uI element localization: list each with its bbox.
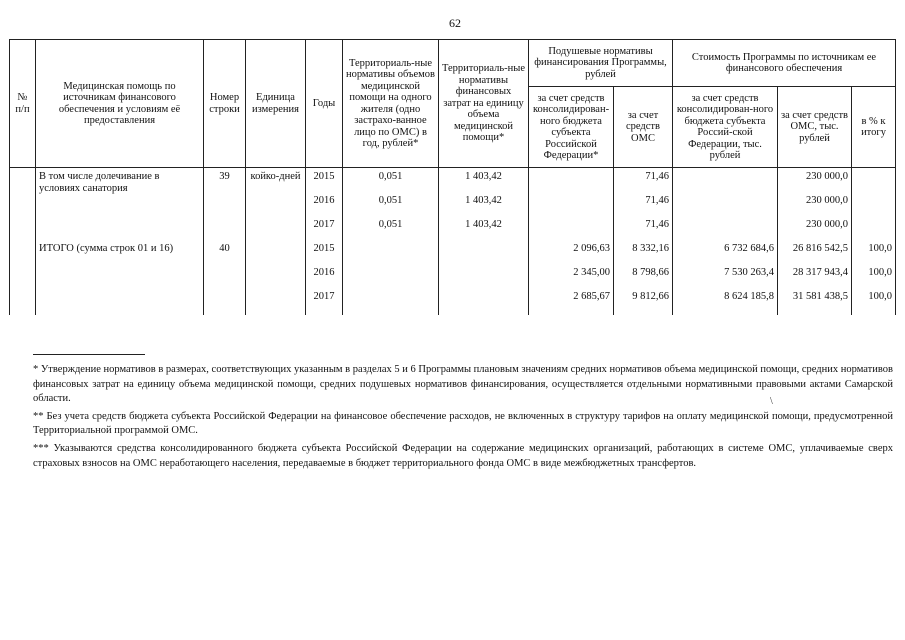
cell-c-budget <box>673 219 778 243</box>
table-row <box>10 195 896 219</box>
header-num: № п/п <box>10 40 36 168</box>
cell-line: 39 <box>204 168 246 196</box>
cell-volume <box>343 243 439 267</box>
cell-volume: 0,051 <box>343 168 439 196</box>
footnote-3: *** Указываются средства консолидированного бюджета субъекта Российской Федерации на содержание медицинских организаций, работающих в системе ОМС, уплачиваемые сверх страховых взносов на ОМС неработающего населения, передаваемые в бюджет территориального фонда ОМС в виде межбюджетных трансфертов. <box>33 442 893 469</box>
header-terr-cost: Территориаль-ные нормативы финансовых затрат на единицу объема медицинской помощи* <box>439 40 529 168</box>
cell-unit <box>246 243 306 267</box>
cell-cost: 1 403,42 <box>439 219 529 243</box>
cell-line <box>204 219 246 243</box>
table-row <box>10 243 896 267</box>
header-unit: Единица измерения <box>246 40 306 168</box>
cell-cost <box>439 291 529 315</box>
cell-year: 2015 <box>306 168 343 196</box>
cell-volume: 0,051 <box>343 195 439 219</box>
cell-pct <box>852 168 896 196</box>
cell-unit <box>246 267 306 291</box>
cell-num <box>10 267 36 291</box>
cell-c-oms: 28 317 943,4 <box>778 267 852 291</box>
cell-num <box>10 291 36 315</box>
footnotes <box>33 363 893 474</box>
page-number: 62 <box>449 16 461 30</box>
cell-unit <box>246 195 306 219</box>
cell-volume <box>343 267 439 291</box>
cell-volume <box>343 291 439 315</box>
footnote-divider <box>33 354 145 355</box>
cell-pc-oms: 71,46 <box>614 168 673 196</box>
cell-c-oms: 230 000,0 <box>778 195 852 219</box>
cell-c-budget: 6 732 684,6 <box>673 243 778 267</box>
cell-pc-budget: 2 685,67 <box>529 291 614 315</box>
cell-year: 2016 <box>306 195 343 219</box>
cell-line: 40 <box>204 243 246 267</box>
cell-num <box>10 243 36 267</box>
cell-line <box>204 267 246 291</box>
header-per-capita-group: Подушевые нормативы финансирования Программы, рублей <box>529 40 673 87</box>
cell-pc-oms: 71,46 <box>614 219 673 243</box>
header-cost-group: Стоимость Программы по источникам ее финансового обеспечения <box>673 40 896 87</box>
cell-c-oms: 230 000,0 <box>778 219 852 243</box>
cell-year: 2015 <box>306 243 343 267</box>
cell-year: 2017 <box>306 291 343 315</box>
cell-name <box>36 267 204 291</box>
header-years: Годы <box>306 40 343 168</box>
cell-pc-oms: 8 798,66 <box>614 267 673 291</box>
cell-cost <box>439 267 529 291</box>
cell-name <box>36 195 204 219</box>
cell-pct: 100,0 <box>852 291 896 315</box>
cell-pc-oms: 9 812,66 <box>614 291 673 315</box>
header-cost-oms: за счет средств ОМС, тыс. рублей <box>778 87 852 168</box>
cell-unit: койко-дней <box>246 168 306 196</box>
cell-cost: 1 403,42 <box>439 195 529 219</box>
cell-pc-budget <box>529 195 614 219</box>
cell-num <box>10 168 36 196</box>
cell-name: ИТОГО (сумма строк 01 и 16) <box>36 243 204 267</box>
cell-c-oms: 26 816 542,5 <box>778 243 852 267</box>
cell-cost <box>439 243 529 267</box>
cell-pct: 100,0 <box>852 243 896 267</box>
cell-line <box>204 291 246 315</box>
cell-c-budget: 8 624 185,8 <box>673 291 778 315</box>
cell-unit <box>246 219 306 243</box>
cell-pc-oms: 71,46 <box>614 195 673 219</box>
cell-num <box>10 219 36 243</box>
cell-name <box>36 219 204 243</box>
cell-c-oms: 31 581 438,5 <box>778 291 852 315</box>
cell-c-budget: 7 530 263,4 <box>673 267 778 291</box>
cell-name <box>36 291 204 315</box>
table-row <box>10 219 896 243</box>
cell-pct: 100,0 <box>852 267 896 291</box>
table-row <box>10 291 896 315</box>
cell-pc-budget <box>529 168 614 196</box>
cell-unit <box>246 291 306 315</box>
header-cost-percent: в % к итогу <box>852 87 896 168</box>
cell-volume: 0,051 <box>343 219 439 243</box>
header-line-no: Номер строки <box>204 40 246 168</box>
cell-cost: 1 403,42 <box>439 168 529 196</box>
header-per-capita-oms: за счет средств ОМС <box>614 87 673 168</box>
cell-pct <box>852 219 896 243</box>
cell-pc-budget: 2 345,00 <box>529 267 614 291</box>
cell-num <box>10 195 36 219</box>
cell-line <box>204 195 246 219</box>
footnote-2: ** Без учета средств бюджета субъекта Российской Федерации на финансовое обеспечение расходов, не включенных в структуру тарифов на оплату медицинской помощи, предусмотренной Территориальной программой ОМС. <box>33 410 893 437</box>
table-row <box>10 267 896 291</box>
header-per-capita-budget: за счет средств консолидирован-ного бюджета субъекта Российской Федерации* <box>529 87 614 168</box>
cell-pc-oms: 8 332,16 <box>614 243 673 267</box>
header-cost-budget: за счет средств консолидирован-ного бюджета субъекта Россий-ской Федерации, тыс. рублей <box>673 87 778 168</box>
table-row <box>10 168 896 196</box>
header-med-help: Медицинская помощь по источникам финансового обеспечения и условиям её предоставления <box>36 40 204 168</box>
cell-pct <box>852 195 896 219</box>
cell-year: 2016 <box>306 267 343 291</box>
cell-c-budget <box>673 168 778 196</box>
scan-mark: \ <box>770 396 773 407</box>
program-cost-table <box>9 39 896 315</box>
footnote-1: * Утверждение нормативов в размерах, соответствующих указанным в разделах 5 и 6 Программы плановым значениям средних нормативов объема медицинской помощи, средних нормативов финансовых затрат на единицу объема медицинской помощи, средних подушевых нормативов финансирования, осуществляется отдельными нормативными правовыми актами Самарской области. <box>33 364 893 405</box>
cell-pc-budget: 2 096,63 <box>529 243 614 267</box>
cell-pc-budget <box>529 219 614 243</box>
cell-year: 2017 <box>306 219 343 243</box>
header-terr-volume: Территориаль-ные нормативы объемов медицинской помощи на одного жителя (одно застрахо-ванное лицо по ОМС) в год, рублей* <box>343 40 439 168</box>
cell-c-budget <box>673 195 778 219</box>
cell-c-oms: 230 000,0 <box>778 168 852 196</box>
cell-name: В том числе долечивание в условиях санатория <box>36 168 204 196</box>
